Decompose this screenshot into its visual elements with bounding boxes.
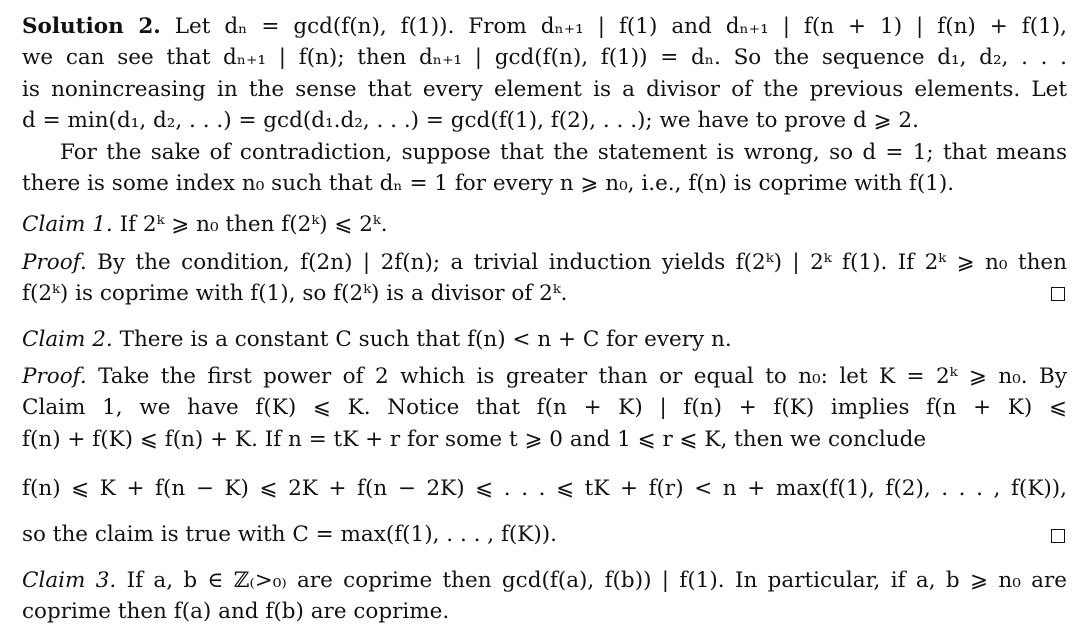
claim2-proof-line-3: f(n) + f(K) ⩽ f(n) + K. If n = tK + r for some t ⩾ 0 and 1 ⩽ r ⩽ K, then we conclude: [22, 427, 927, 452]
contradiction-line-2: there is some index n₀ such that dₙ = 1 for every n ⩾ n₀, i.e., f(n) is coprime with f(1).: [22, 171, 955, 196]
claim1-proof-text-1: By the condition, f(2n) | 2f(n); a trivial induction yields f(2ᵏ) | 2ᵏ f(1). If 2ᵏ ⩾ n₀ then: [97, 250, 1067, 275]
solution-line-4: d = min(d₁, d₂, . . .) = gcd(d₁.d₂, . . .) = gcd(f(1), f(2), . . .); we have to prove d ⩾ 2.: [22, 108, 919, 133]
claim2-proof-line-2: Claim 1, we have f(K) ⩽ K. Notice that f(n + K) | f(n) + f(K) implies f(n + K) ⩽: [22, 395, 1067, 420]
claim3-line-2: coprime then f(a) and f(b) are coprime.: [22, 599, 450, 624]
solution-label: Solution 2.: [22, 14, 161, 39]
qed-box: [1051, 287, 1065, 301]
claim1-proof-line-2: f(2ᵏ) is coprime with f(1), so f(2ᵏ) is a divisor of 2ᵏ.: [22, 281, 568, 306]
claim1-statement: [22, 212, 1067, 240]
solution-text-1: Let dₙ = gcd(f(n), f(1)). From dₙ₊₁ | f(1) and dₙ₊₁ | f(n + 1) | f(n) + f(1),: [174, 14, 1067, 39]
claim2-label: Claim 2.: [22, 327, 113, 352]
solution-line-1: [22, 14, 1067, 42]
claim1-proof-line-1: [22, 250, 1067, 278]
solution-line-3: is nonincreasing in the sense that every element is a divisor of the previous elements. Let: [22, 77, 1067, 102]
claim2-proof-label: Proof.: [22, 364, 87, 389]
claim1-text: If 2ᵏ ⩾ n₀ then f(2ᵏ) ⩽ 2ᵏ.: [119, 212, 388, 237]
claim2-conclusion: so the claim is true with C = max(f(1), . . . , f(K)).: [22, 522, 557, 547]
solution-line-2: we can see that dₙ₊₁ | f(n); then dₙ₊₁ | gcd(f(n), f(1)) = dₙ. So the sequence d₁, d₂, . . .: [22, 45, 1067, 70]
claim3-line-1: [22, 568, 1067, 596]
claim1-proof-label: Proof.: [22, 250, 87, 275]
claim2-text: There is a constant C such that f(n) < n + C for every n.: [119, 327, 732, 352]
qed-box: [1051, 529, 1065, 543]
claim3-label: Claim 3.: [22, 568, 117, 593]
claim2-statement: [22, 327, 1067, 355]
claim1-label: Claim 1.: [22, 212, 113, 237]
claim2-proof-text-1: Take the first power of 2 which is greater than or equal to n₀: let K = 2ᵏ ⩾ n₀. By: [98, 364, 1067, 389]
claim3-text-1: If a, b ∈ ℤ₍>₀₎ are coprime then gcd(f(a), f(b)) | f(1). In particular, if a, b ⩾ n₀ are: [126, 568, 1067, 593]
contradiction-line-1: For the sake of contradiction, suppose that the statement is wrong, so d = 1; that means: [60, 140, 1067, 165]
claim2-display-equation: f(n) ⩽ K + f(n − K) ⩽ 2K + f(n − 2K) ⩽ . . . ⩽ tK + f(r) < n + max(f(1), f(2), . . . , f(K)),: [22, 476, 1067, 501]
claim2-proof-line-1: [22, 364, 1067, 392]
